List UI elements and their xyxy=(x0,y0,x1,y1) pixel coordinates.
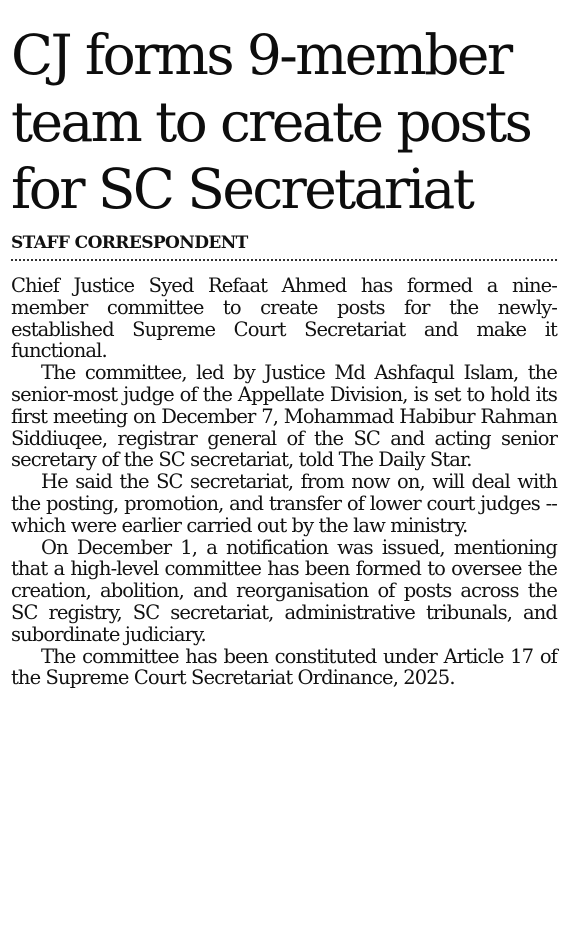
paragraph: Chief Justice Syed Refaat Ahmed has formed a nine-member committee to create posts for the newly-established Supreme Court Secretariat and make it functional. xyxy=(11,274,557,363)
news-article xyxy=(11,22,557,689)
headline xyxy=(11,22,557,223)
headline-line: for SC Secretariat xyxy=(11,157,473,221)
headline-line: team to create posts xyxy=(11,90,531,154)
headline-line: CJ forms 9-member xyxy=(11,23,511,87)
article-body xyxy=(11,275,557,689)
paragraph: The committee has been constituted under Article 17 of the Supreme Court Secretariat Ordinance, 2025. xyxy=(11,644,557,690)
paragraph: He said the SC secretariat, from now on, will deal with the posting, promotion, and transfer of lower court judges -- which were earlier carried out by the law ministry. xyxy=(11,470,557,537)
paragraph: On December 1, a notification was issued, mentioning that a high-level committee has been formed to oversee the creation, abolition, and reorganisation of posts across the SC registry, SC secretariat, administrative tribunals, and subordinate judiciary. xyxy=(11,535,557,646)
byline: STAFF CORRESPONDENT xyxy=(11,233,248,253)
paragraph: The committee, led by Justice Md Ashfaqul Islam, the senior-most judge of the Appellate Division, is set to hold its first meeting on December 7, Mohammad Habibur Rahman Siddiuqee, registrar general of the SC and acting senior secretary of the SC secretariat, told The Daily Star. xyxy=(11,361,557,472)
dotted-divider xyxy=(11,259,557,261)
